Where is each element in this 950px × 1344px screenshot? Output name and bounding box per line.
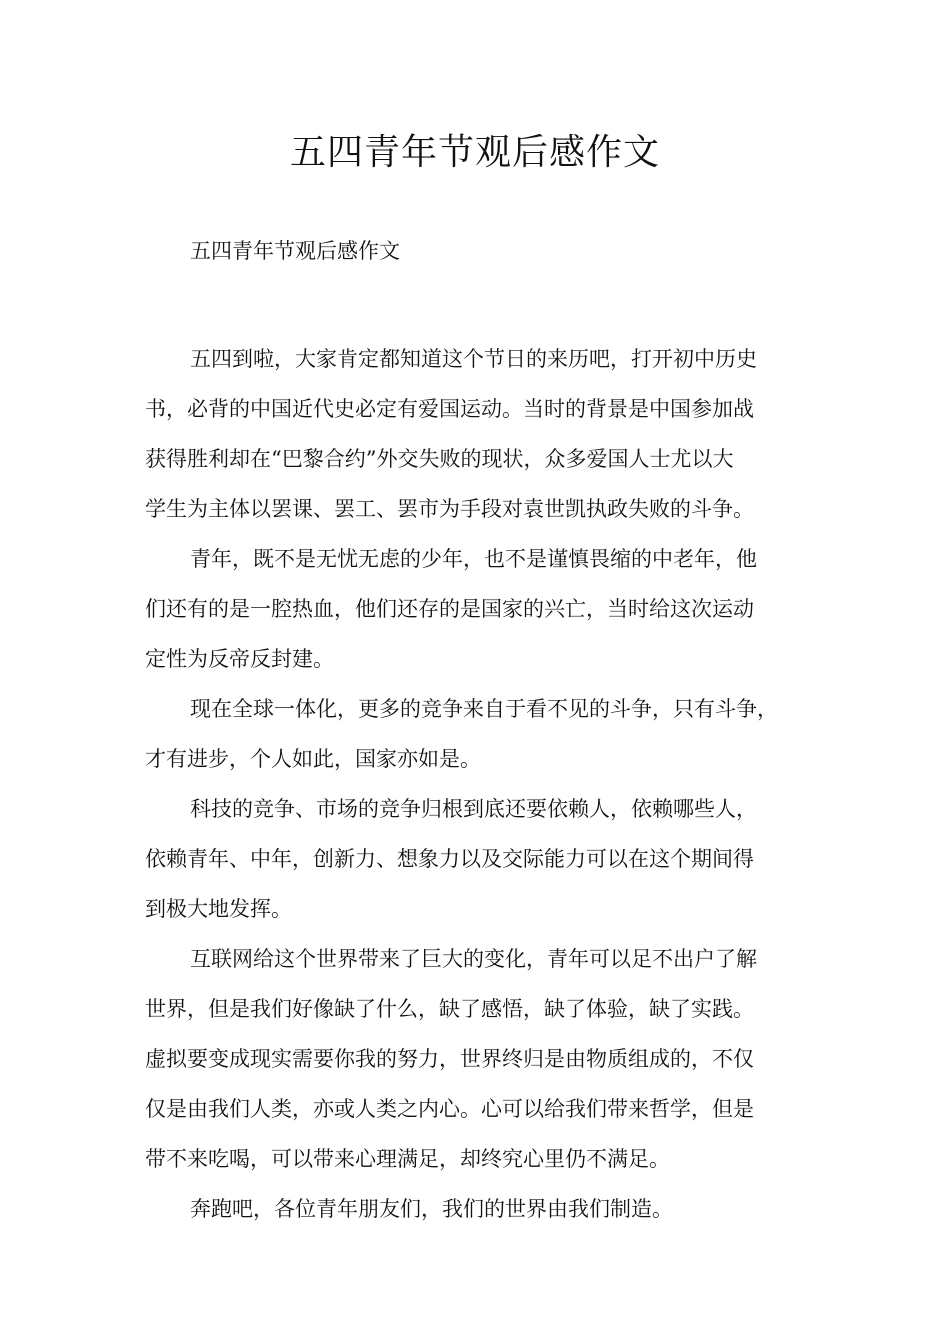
text-line: 虚拟要变成现实需要你我的努力，世界终归是由物质组成的，不仅	[145, 1047, 754, 1071]
text-line: 带不来吃喝，可以带来心理满足，却终究心里仍不满足。	[145, 1147, 670, 1171]
text-line: 青年，既不是无忧无虑的少年，也不是谨慎畏缩的中老年，他	[190, 547, 757, 571]
text-line: 奔跑吧，各位青年朋友们，我们的世界由我们制造。	[190, 1197, 673, 1221]
text-line: 书，必背的中国近代史必定有爱国运动。当时的背景是中国参加战	[145, 397, 754, 421]
text-line: 才有进步，个人如此，国家亦如是。	[145, 747, 481, 771]
text-line: 科技的竞争、市场的竞争归根到底还要依赖人，依赖哪些人，	[190, 797, 757, 821]
text-line: 学生为主体以罢课、罢工、罢市为手段对袁世凯执政失败的斗争。	[145, 497, 754, 521]
text-line: 现在全球一体化，更多的竞争来自于看不见的斗争，只有斗争，	[190, 697, 778, 721]
text-line: 互联网给这个世界带来了巨大的变化，青年可以足不出户了解	[190, 947, 757, 971]
text-line: 五四到啦，大家肯定都知道这个节日的来历吧，打开初中历史	[190, 347, 757, 371]
text-line: 们还有的是一腔热血，他们还存的是国家的兴亡，当时给这次运动	[145, 597, 754, 621]
text-line: 依赖青年、中年，创新力、想象力以及交际能力可以在这个期间得	[145, 847, 754, 871]
document-body	[145, 334, 827, 1234]
document-subtitle: 五四青年节观后感作文	[190, 239, 400, 263]
document-title: 五四青年节观后感作文	[289, 132, 660, 173]
text-line: 仅是由我们人类，亦或人类之内心。心可以给我们带来哲学，但是	[145, 1097, 754, 1121]
text-line: 世界，但是我们好像缺了什么，缺了感悟，缺了体验，缺了实践。	[145, 997, 754, 1021]
text-line: 获得胜利却在“巴黎合约”外交失败的现状，众多爱国人士尤以大	[145, 447, 734, 471]
text-line: 定性为反帝反封建。	[145, 647, 334, 671]
text-line: 到极大地发挥。	[145, 897, 292, 921]
